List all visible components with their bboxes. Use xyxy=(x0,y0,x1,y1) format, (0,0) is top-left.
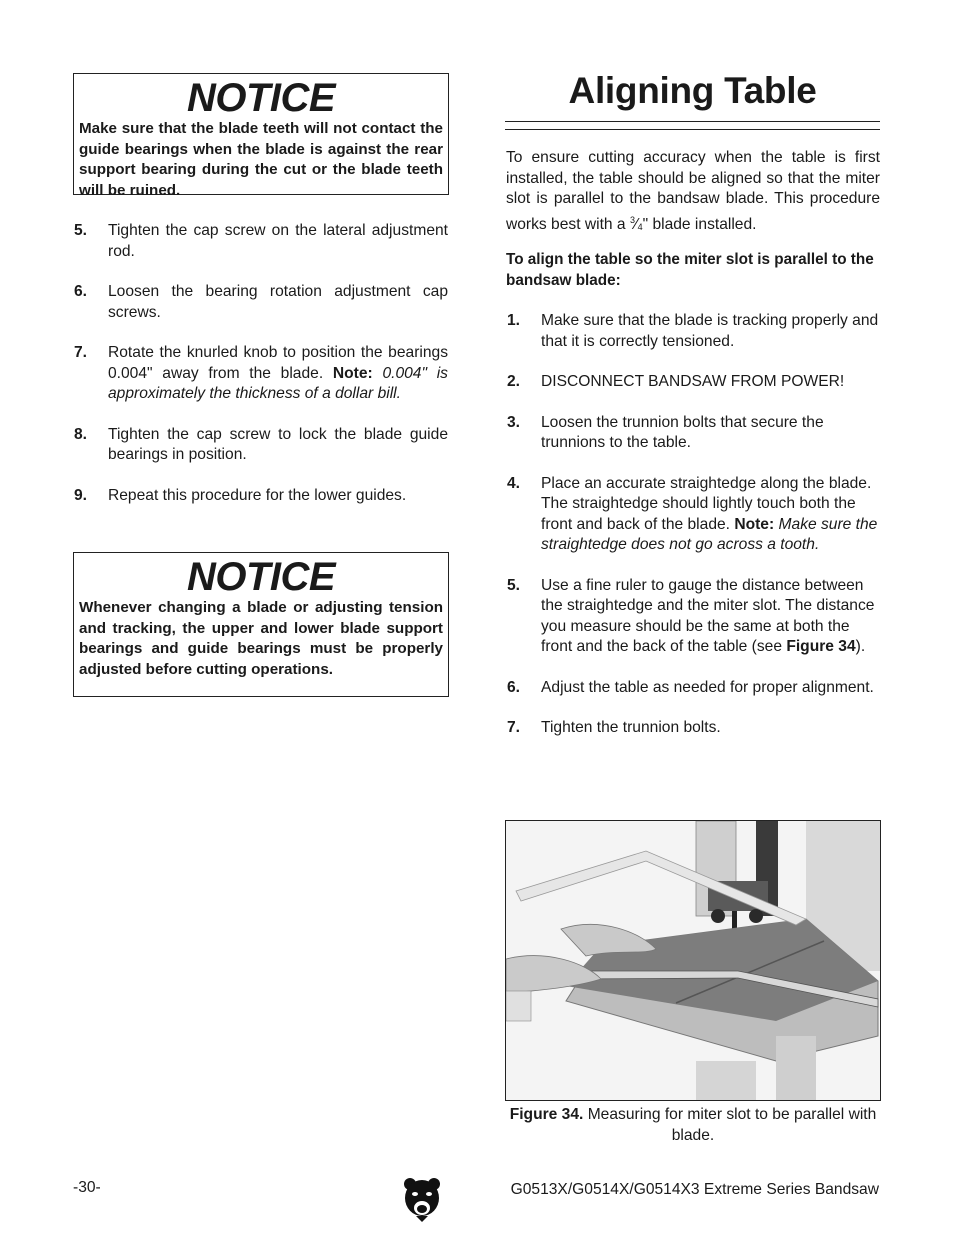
right-steps-list xyxy=(507,311,880,759)
step-number: 8. xyxy=(74,425,88,443)
intro-paragraph xyxy=(506,148,880,237)
section-title: Aligning Table xyxy=(568,70,817,111)
notice-title: NOTICE xyxy=(186,555,336,599)
step-text: Place an accurate straightedge along the blade. The straightedge should lightly touch both the front and back of the blade. xyxy=(541,474,872,533)
page-number: -30- xyxy=(73,1179,101,1196)
fraction-numerator: 3 xyxy=(629,214,635,225)
footer-manual-title: G0513X/G0514X/G0514X3 Extreme Series Bandsaw xyxy=(510,1181,879,1198)
note-label: Note: xyxy=(332,364,373,382)
step-number: 1. xyxy=(507,312,521,329)
title-divider xyxy=(505,129,880,130)
step-text: Use a fine ruler to gauge the distance between the straightedge and the miter slot. The distance you measure should be the same at both the front and the back of the table (see xyxy=(541,576,875,655)
notice-box-2 xyxy=(73,552,449,697)
notice-title: NOTICE xyxy=(186,76,336,120)
list-item xyxy=(74,221,448,262)
step-number: 7. xyxy=(74,344,88,361)
note-label: Note: xyxy=(734,515,775,533)
step-number: 6. xyxy=(507,678,521,696)
title-divider xyxy=(505,121,880,122)
step-text: Adjust the table as needed for proper alignment. xyxy=(541,678,874,696)
step-text: Loosen the trunnion bolts that secure the trunnions to the table. xyxy=(541,413,824,451)
figure-label: Figure 34. xyxy=(509,1106,584,1123)
note-text: Make sure the straightedge does not go across a tooth. xyxy=(541,515,878,553)
grizzly-bear-logo-icon xyxy=(402,1176,442,1222)
notice-text: Whenever changing a blade or adjusting tension and tracking, the upper and lower blade support bearings and guide bearings must be properly adjusted before cutting operations. xyxy=(79,599,443,678)
note-text: 0.004" is approximately the thickness of a dollar bill. xyxy=(108,364,448,402)
figure-reference: Figure 34 xyxy=(786,638,856,655)
list-item xyxy=(507,413,880,454)
figure-caption-text: Measuring for miter slot to be parallel with blade. xyxy=(583,1106,877,1144)
step-number: 9. xyxy=(74,486,88,504)
step-text: DISCONNECT BANDSAW FROM POWER! xyxy=(541,373,845,390)
list-item xyxy=(507,718,880,739)
step-text-end: ). xyxy=(855,638,866,655)
list-item xyxy=(74,343,448,405)
step-text: Tighten the cap screw to lock the blade guide bearings in position. xyxy=(108,425,448,463)
list-item xyxy=(507,311,880,352)
list-item xyxy=(74,282,448,323)
notice-text: Make sure that the blade teeth will not contact the guide bearings when the blade is against the rear support bearing during the cut or the blade teeth will be ruined. xyxy=(79,120,443,199)
fraction-slash: ⁄ xyxy=(634,215,638,233)
intro-text: To ensure cutting accuracy when the table is first installed, the table should be aligned so that the miter slot is parallel to the bandsaw blade. This procedure works best with a xyxy=(506,149,880,233)
list-item xyxy=(507,576,880,658)
step-number: 5. xyxy=(507,576,521,594)
step-number: 4. xyxy=(507,474,521,492)
step-text: Rotate the knurled knob to position the bearings 0.004" away from the blade. xyxy=(108,344,448,382)
step-number: 2. xyxy=(507,373,521,390)
list-item xyxy=(507,678,880,699)
notice-box-1 xyxy=(73,73,449,199)
list-item xyxy=(74,486,448,507)
step-number: 5. xyxy=(74,222,88,239)
bandsaw-table-illustration xyxy=(506,821,880,1100)
figure-caption xyxy=(505,1105,881,1146)
step-number: 3. xyxy=(507,413,521,431)
intro-text-end: " blade installed. xyxy=(642,215,757,233)
step-number: 6. xyxy=(74,283,88,300)
fraction-denominator: 4 xyxy=(637,221,643,232)
list-item xyxy=(507,474,880,556)
list-item xyxy=(507,372,880,393)
step-text: Tighten the trunnion bolts. xyxy=(541,719,721,736)
left-steps-list xyxy=(74,221,448,526)
step-number: 7. xyxy=(507,719,521,736)
step-text: Loosen the bearing rotation adjustment cap screws. xyxy=(108,283,448,321)
list-item xyxy=(74,425,448,466)
procedure-subheading: To align the table so the miter slot is parallel to the bandsaw blade: xyxy=(506,251,874,289)
step-text: Repeat this procedure for the lower guides. xyxy=(108,486,407,504)
step-text: Make sure that the blade is tracking properly and that it is correctly tensioned. xyxy=(541,312,879,350)
figure-photo xyxy=(505,820,881,1101)
step-text: Tighten the cap screw on the lateral adjustment rod. xyxy=(108,222,448,260)
